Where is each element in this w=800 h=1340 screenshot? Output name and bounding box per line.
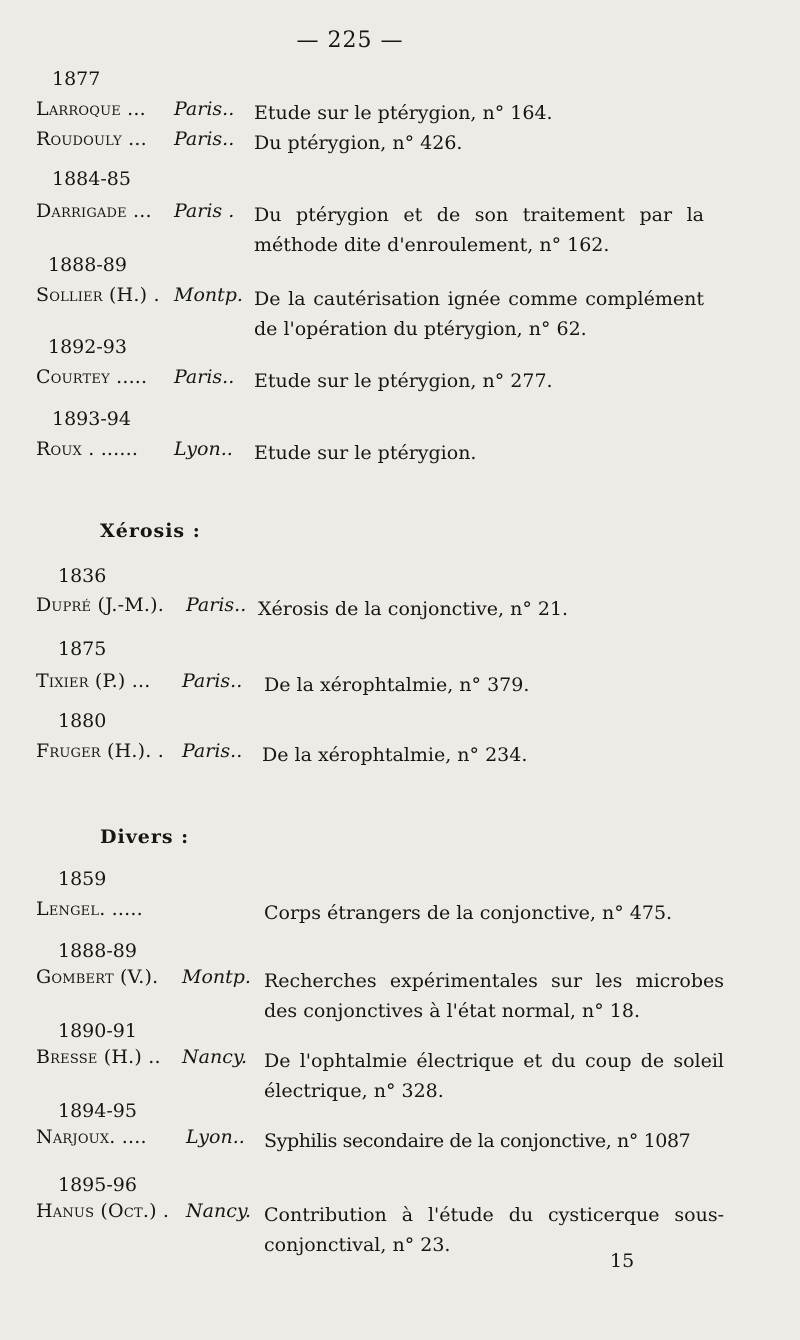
entry-title: Contribution à l'étude du cysticerque sous-conjonctival, n° 23. [264, 1204, 724, 1256]
entry-city: Paris.. [174, 128, 235, 150]
entry-city: Lyon.. [186, 1126, 245, 1148]
entry-author: Fruger (H.). . [36, 740, 164, 762]
entry-author: Bresse (H.) .. [36, 1046, 161, 1068]
entry-title: Etude sur le ptérygion, n° 164. [254, 102, 553, 124]
signature-mark: 15 [610, 1250, 635, 1272]
year-label: 1894-95 [58, 1100, 137, 1122]
year-label: 1836 [58, 565, 107, 587]
entry-title: De la xérophtalmie, n° 379. [264, 674, 530, 696]
year-label: 1875 [58, 638, 107, 660]
entry-city: Paris.. [182, 670, 243, 692]
entry-author: Roux . ...... [36, 438, 139, 460]
entry-title: Du ptérygion, n° 426. [254, 132, 463, 154]
year-label: 1893-94 [52, 408, 131, 430]
entry-city: Montp. [182, 966, 251, 988]
year-label: 1884-85 [52, 168, 131, 190]
entry-city: Paris.. [174, 366, 235, 388]
entry-author: Narjoux. .... [36, 1126, 147, 1148]
entry-city: Paris . [174, 200, 235, 222]
entry-author: Lengel. ..... [36, 898, 143, 920]
bibliography-entry [36, 898, 726, 928]
entry-title: Etude sur le ptérygion, n° 277. [254, 370, 553, 392]
entry-city: Nancy. [186, 1200, 252, 1222]
year-label: 1888-89 [58, 940, 137, 962]
entry-author: Roudouly ... [36, 128, 147, 150]
entry-city: Montp. [174, 284, 243, 306]
entry-author: Dupré (J.-M.). [36, 594, 165, 616]
year-label: 1892-93 [48, 336, 127, 358]
entry-title: De la cautérisation ignée comme complément de l'opération du ptérygion, n° 62. [254, 288, 704, 340]
entry-author: Courtey ..... [36, 366, 148, 388]
entry-author: Tixier (P.) ... [36, 670, 151, 692]
heading-divers: Divers : [100, 826, 190, 848]
heading-xerosis: Xérosis : [100, 520, 201, 542]
bibliography-entry [36, 1126, 726, 1156]
entry-title: Xérosis de la conjonctive, n° 21. [258, 598, 569, 620]
section-divers [36, 0, 726, 1290]
year-label: 1890-91 [58, 1020, 137, 1042]
entry-title: Corps étrangers de la conjonctive, n° 475. [264, 902, 673, 924]
entry-author: Hanus (Oct.) . [36, 1200, 170, 1222]
entry-city: Paris.. [186, 594, 247, 616]
entry-title: De l'ophtalmie électrique et du coup de soleil électrique, n° 328. [264, 1050, 724, 1102]
year-label: 1859 [58, 868, 107, 890]
entry-author: Gombert (V.). [36, 966, 159, 988]
entry-title: Syphilis secondaire de la conjonctive, n° 1087 [264, 1130, 691, 1152]
entry-title: Recherches expérimentales sur les microbes des conjonctives à l'état normal, n° 18. [264, 970, 724, 1022]
year-label: 1888-89 [48, 254, 127, 276]
page-number: — 225 — [296, 28, 404, 53]
bibliography-entry [36, 966, 726, 1028]
entry-city: Paris.. [182, 740, 243, 762]
entry-author: Sollier (H.) . [36, 284, 160, 306]
entry-title: Etude sur le ptérygion. [254, 442, 477, 464]
entry-city: Lyon.. [174, 438, 233, 460]
entry-title: Du ptérygion et de son traitement par la méthode dite d'enroulement, n° 162. [254, 204, 704, 256]
entry-city: Paris.. [174, 98, 235, 120]
year-label: 1877 [52, 68, 101, 90]
bibliography-entry [36, 1046, 726, 1108]
entry-city: Nancy. [182, 1046, 248, 1068]
entry-author: Larroque ... [36, 98, 146, 120]
entry-title: De la xérophtalmie, n° 234. [262, 744, 528, 766]
entry-author: Darrigade ... [36, 200, 152, 222]
year-label: 1895-96 [58, 1174, 137, 1196]
year-label: 1880 [58, 710, 107, 732]
